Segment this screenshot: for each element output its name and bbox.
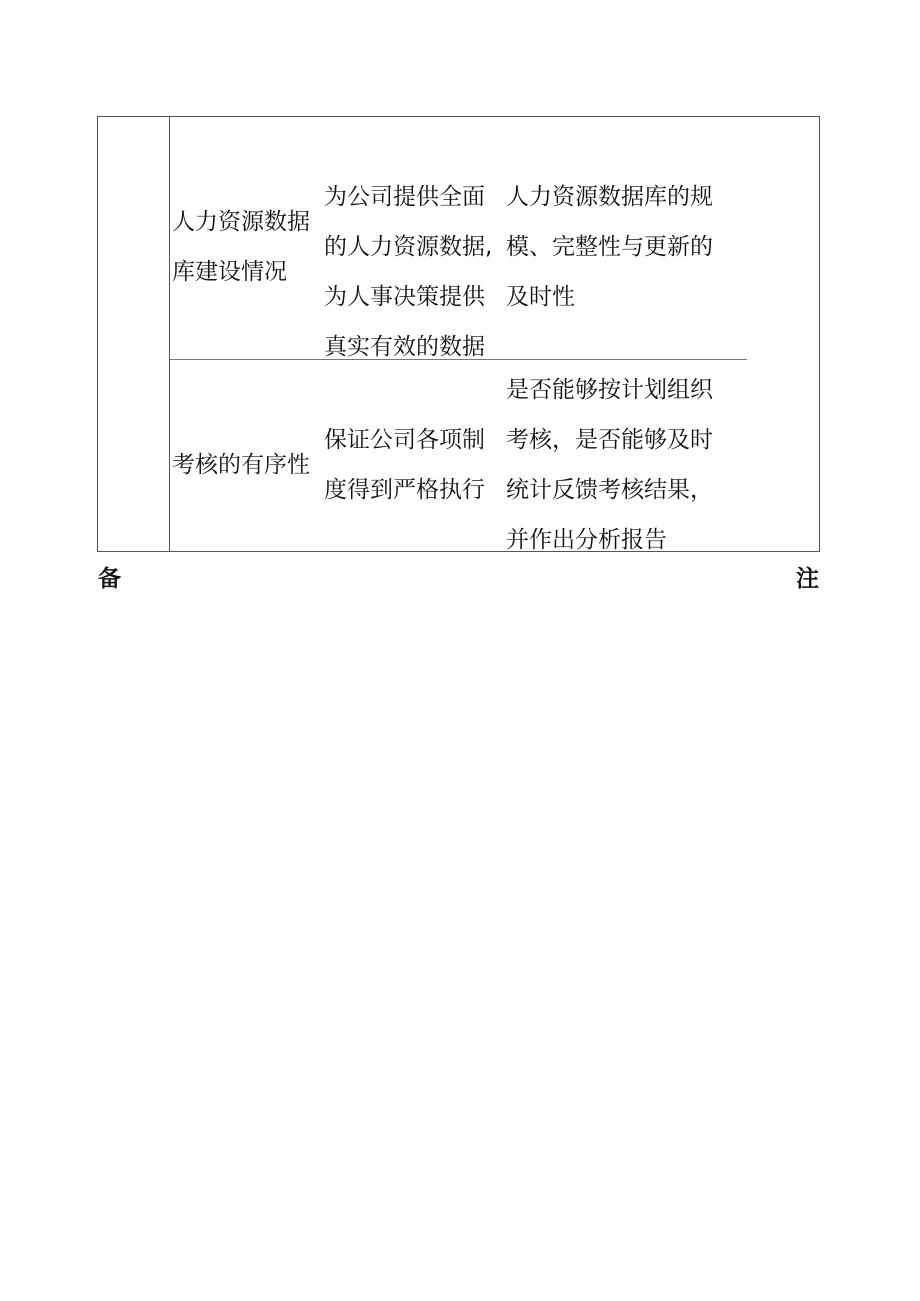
row-2-criteria-line: 并作出分析报告 [506,527,667,553]
assessment-table [97,116,820,552]
row-1-criteria-line: 人力资源数据库的规 [506,184,713,210]
remarks-label-right: 注 [796,566,819,592]
row-1-criteria-cell [506,172,713,322]
row-1-goal-line: 为公司提供全面 [324,184,485,210]
row-2-criteria-line: 统计反馈考核结果， [506,477,713,503]
remarks-label-left: 备 [98,566,121,592]
row-2-item-line: 考核的有序性 [172,452,310,478]
row-2-goal-line: 度得到严格执行 [324,477,485,503]
row-1-criteria-line: 及时性 [506,284,575,310]
row-1-item-line: 人力资源数据 [172,209,310,235]
row-2-item-cell [172,440,310,490]
row-1-goal-line: 的人力资源数据, [324,234,493,260]
row-2-criteria-line: 是否能够按计划组织 [506,377,713,403]
row-1-goal-cell [324,172,492,372]
column-divider [169,117,170,551]
row-1-criteria-line: 模、完整性与更新的 [506,234,713,260]
row-1-item-cell [172,197,310,297]
row-2-criteria-cell [506,365,713,565]
row-2-goal-cell [324,415,485,515]
row-2-criteria-line: 考核，是否能够及时 [506,427,713,453]
row-1-goal-line: 为人事决策提供 [324,284,485,310]
row-1-goal-line: 真实有效的数据 [324,334,485,360]
row-2-goal-line: 保证公司各项制 [324,427,485,453]
row-1-item-line: 库建设情况 [172,259,287,285]
